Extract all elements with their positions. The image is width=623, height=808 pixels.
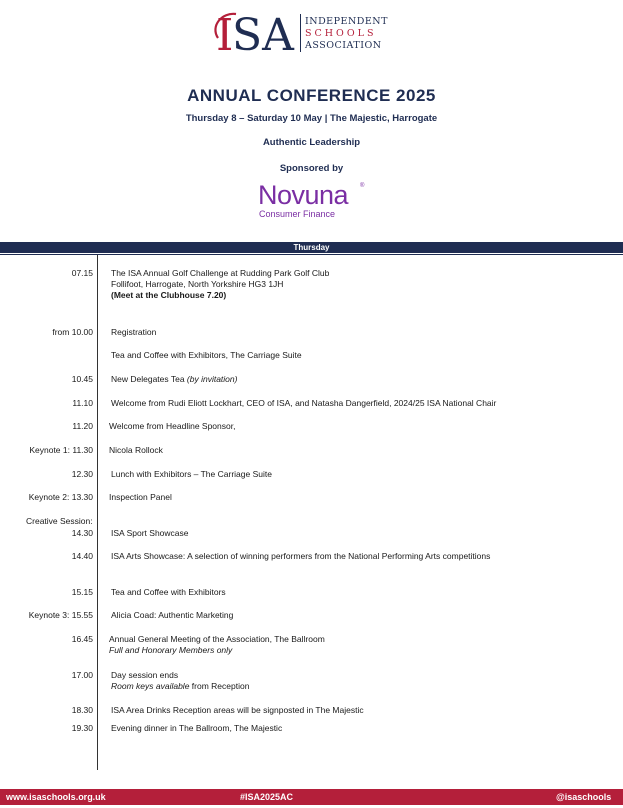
event-new-delegates xyxy=(111,374,237,385)
event-agm-note: Full and Honorary Members only xyxy=(109,645,233,655)
footer-bar xyxy=(0,789,623,805)
logo-word-independent: INDEPENDENT xyxy=(305,16,388,27)
time-1515: 15.15 xyxy=(71,587,93,597)
day-header: Thursday xyxy=(0,242,623,253)
event-day-ends-note-italic: Room keys available xyxy=(111,681,190,691)
event-golf-meet: (Meet at the Clubhouse 7.20) xyxy=(111,290,227,300)
schedule-divider xyxy=(97,255,98,770)
event-agm xyxy=(109,634,325,656)
time-keynote-3: Keynote 3: 15.55 xyxy=(28,610,93,620)
time-keynote-2: Keynote 2: 13.30 xyxy=(28,492,93,502)
event-golf-title: The ISA Annual Golf Challenge at Rudding Park Golf Club xyxy=(111,268,330,278)
conference-dates: Thursday 8 – Saturday 10 May | The Majestic, Harrogate xyxy=(185,113,438,124)
time-1700: 17.00 xyxy=(71,670,93,680)
sponsor-registered-mark: ® xyxy=(360,183,365,189)
footer-website-link[interactable]: www.isaschools.org.uk xyxy=(6,792,106,802)
event-day-ends-title: Day session ends xyxy=(111,670,179,680)
event-sport-showcase: ISA Sport Showcase xyxy=(111,528,189,538)
event-agm-title: Annual General Meeting of the Association, The Ballroom xyxy=(109,634,325,644)
time-1430: 14.30 xyxy=(71,528,93,538)
day-header-divider xyxy=(0,254,623,255)
page-title: ANNUAL CONFERENCE 2025 xyxy=(187,86,436,105)
time-0715: 07.15 xyxy=(71,268,93,278)
event-day-ends-note xyxy=(111,681,249,692)
time-1110: 11.10 xyxy=(72,398,93,408)
event-keynote-1: Nicola Rollock xyxy=(109,445,163,455)
event-welcome-sponsor: Welcome from Headline Sponsor, xyxy=(109,421,236,431)
event-day-ends-note-rest: from Reception xyxy=(189,681,250,691)
time-1645: 16.45 xyxy=(71,634,93,644)
event-keynote-2: Inspection Panel xyxy=(109,492,172,502)
sponsored-by-label: Sponsored by xyxy=(279,163,344,174)
logo-separator xyxy=(300,14,301,52)
conference-theme: Authentic Leadership xyxy=(262,137,361,148)
time-from-1000: from 10.00 xyxy=(52,327,93,337)
event-tea-coffee-carriage: Tea and Coffee with Exhibitors, The Carriage Suite xyxy=(111,350,302,360)
footer-hashtag: #ISA2025AC xyxy=(240,792,294,802)
event-day-ends xyxy=(111,670,249,692)
logo-letter-i: I xyxy=(216,10,234,54)
footer-social-handle[interactable]: @isaschools xyxy=(556,792,612,802)
logo-wordmark xyxy=(305,16,388,52)
time-1120: 11.20 xyxy=(72,421,93,431)
event-welcome-ceo: Welcome from Rudi Eliott Lockhart, CEO of ISA, and Natasha Dangerfield, 2024/25 ISA National Chair xyxy=(111,398,497,408)
event-tea-coffee-exhibitors: Tea and Coffee with Exhibitors xyxy=(111,587,226,597)
logo-letters-sa: SA xyxy=(232,10,294,54)
event-new-delegates-note: (by invitation) xyxy=(186,374,238,384)
sponsor-subtitle: Consumer Finance xyxy=(259,209,336,219)
time-1440: 14.40 xyxy=(71,551,93,561)
event-keynote-3: Alicia Coad: Authentic Marketing xyxy=(111,610,234,620)
event-golf xyxy=(111,268,329,301)
event-registration: Registration xyxy=(111,327,157,337)
logo-word-schools: SCHOOLS xyxy=(305,28,377,39)
isa-logo xyxy=(212,8,302,54)
creative-session-label: Creative Session: xyxy=(26,516,93,526)
time-keynote-1: Keynote 1: 11.30 xyxy=(29,445,93,455)
event-drinks-reception: ISA Area Drinks Reception areas will be signposted in The Majestic xyxy=(111,705,364,715)
time-1045: 10.45 xyxy=(71,374,93,384)
event-evening-dinner: Evening dinner in The Ballroom, The Majestic xyxy=(111,723,283,733)
event-lunch: Lunch with Exhibitors – The Carriage Suite xyxy=(111,469,272,479)
time-1830: 18.30 xyxy=(71,705,93,715)
time-1930: 19.30 xyxy=(71,723,93,733)
time-1230: 12.30 xyxy=(71,469,93,479)
logo-word-association: ASSOCIATION xyxy=(305,40,382,51)
event-new-delegates-title: New Delegates Tea xyxy=(111,374,187,384)
sponsor-logo: Novuna xyxy=(258,180,349,210)
event-golf-address: Follifoot, Harrogate, North Yorkshire HG3 1JH xyxy=(111,279,284,289)
event-arts-showcase: ISA Arts Showcase: A selection of winning performers from the National Performing Arts competitions xyxy=(111,551,491,561)
